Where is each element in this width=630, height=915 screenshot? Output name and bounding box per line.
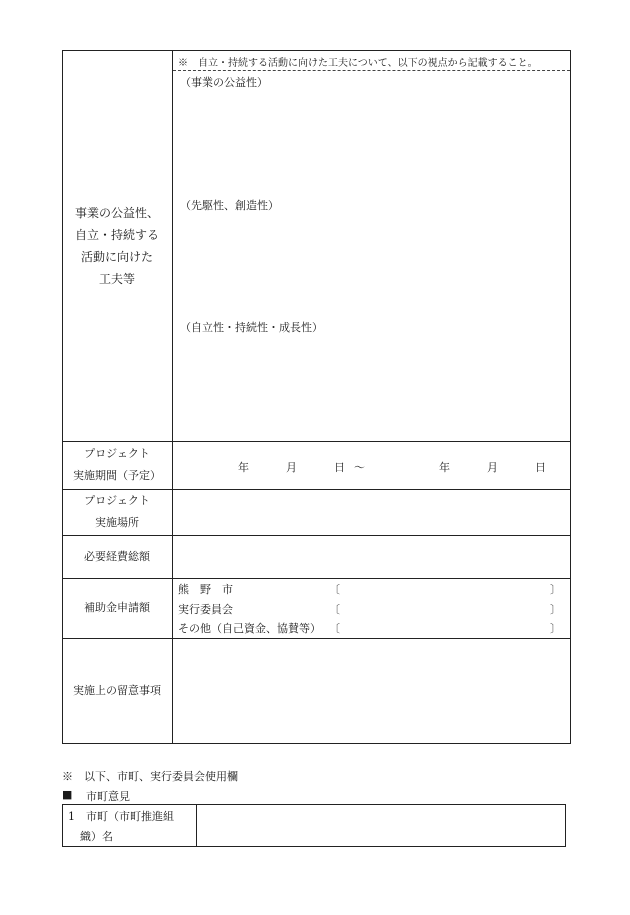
label-project-period xyxy=(62,441,172,489)
bracket-open: 〔 xyxy=(329,583,340,596)
label-line: プロジェクト xyxy=(84,447,150,460)
label-total-cost xyxy=(62,535,172,578)
project-period-input[interactable] xyxy=(173,442,570,489)
label-line: 工夫等 xyxy=(98,271,135,286)
label-public-benefit xyxy=(62,50,172,441)
project-location-input[interactable] xyxy=(173,490,570,535)
year-label-from: 年 xyxy=(238,461,249,474)
label-line: 実施場所 xyxy=(95,516,139,529)
year-label-to: 年 xyxy=(439,461,450,474)
bracket-open: 〔 xyxy=(329,622,340,635)
day-label-to: 日 xyxy=(535,461,546,474)
label-project-location xyxy=(62,489,172,535)
total-cost-input[interactable] xyxy=(173,536,570,578)
bracket-close: 〕 xyxy=(550,603,561,616)
footer-note: ※ 以下、市町、実行委員会使用欄 xyxy=(62,770,238,783)
subsidy-item-city-name: 熊 野 市 xyxy=(178,583,233,596)
label-line: 補助金申請額 xyxy=(84,601,150,614)
label-line: 実施上の留意事項 xyxy=(73,683,161,697)
bracket-open: 〔 xyxy=(329,603,340,616)
label-line: 活動に向けた xyxy=(80,249,153,264)
tilde-separator: ～ xyxy=(354,461,365,474)
month-label-to: 月 xyxy=(487,461,498,474)
subsidy-city-input[interactable] xyxy=(342,580,546,597)
public-benefit-input[interactable] xyxy=(173,71,570,441)
municipality-label-line: 1 市町（市町推進組 xyxy=(68,810,174,823)
municipality-label-line: 織）名 xyxy=(80,830,113,843)
month-label-from: 月 xyxy=(286,461,297,474)
label-line: プロジェクト xyxy=(84,494,150,507)
subsidy-item-committee-name: 実行委員会 xyxy=(178,603,233,616)
label-implementation-notes xyxy=(62,638,172,743)
subsidy-committee-input[interactable] xyxy=(342,600,546,617)
bracket-close: 〕 xyxy=(550,583,561,596)
label-subsidy-amount xyxy=(62,578,172,638)
section-heading-sustainability: （自立性・持続性・成長性） xyxy=(180,321,323,334)
section-heading-pioneering: （先駆性、創造性） xyxy=(180,199,279,212)
subsidy-other-input[interactable] xyxy=(342,619,546,636)
label-line: 必要経費総額 xyxy=(84,549,150,563)
municipality-name-input[interactable] xyxy=(197,805,565,846)
instruction-note: ※ 自立・持続する活動に向けた工夫について、以下の視点から記載すること。 xyxy=(178,58,538,69)
subsidy-item-other-name: その他（自己資金、協賛等） xyxy=(178,622,321,635)
section-heading-public-benefit: （事業の公益性） xyxy=(180,76,268,89)
label-line: 自立・持続する xyxy=(74,227,159,242)
implementation-notes-input[interactable] xyxy=(173,639,570,743)
bracket-close: 〕 xyxy=(550,622,561,635)
day-label-from: 日 xyxy=(334,461,345,474)
section-mark: ■ xyxy=(62,788,73,801)
label-line: 事業の公益性、 xyxy=(74,205,159,220)
label-line: 実施期間（予定） xyxy=(73,469,161,482)
section-title: 市町意見 xyxy=(86,790,130,803)
